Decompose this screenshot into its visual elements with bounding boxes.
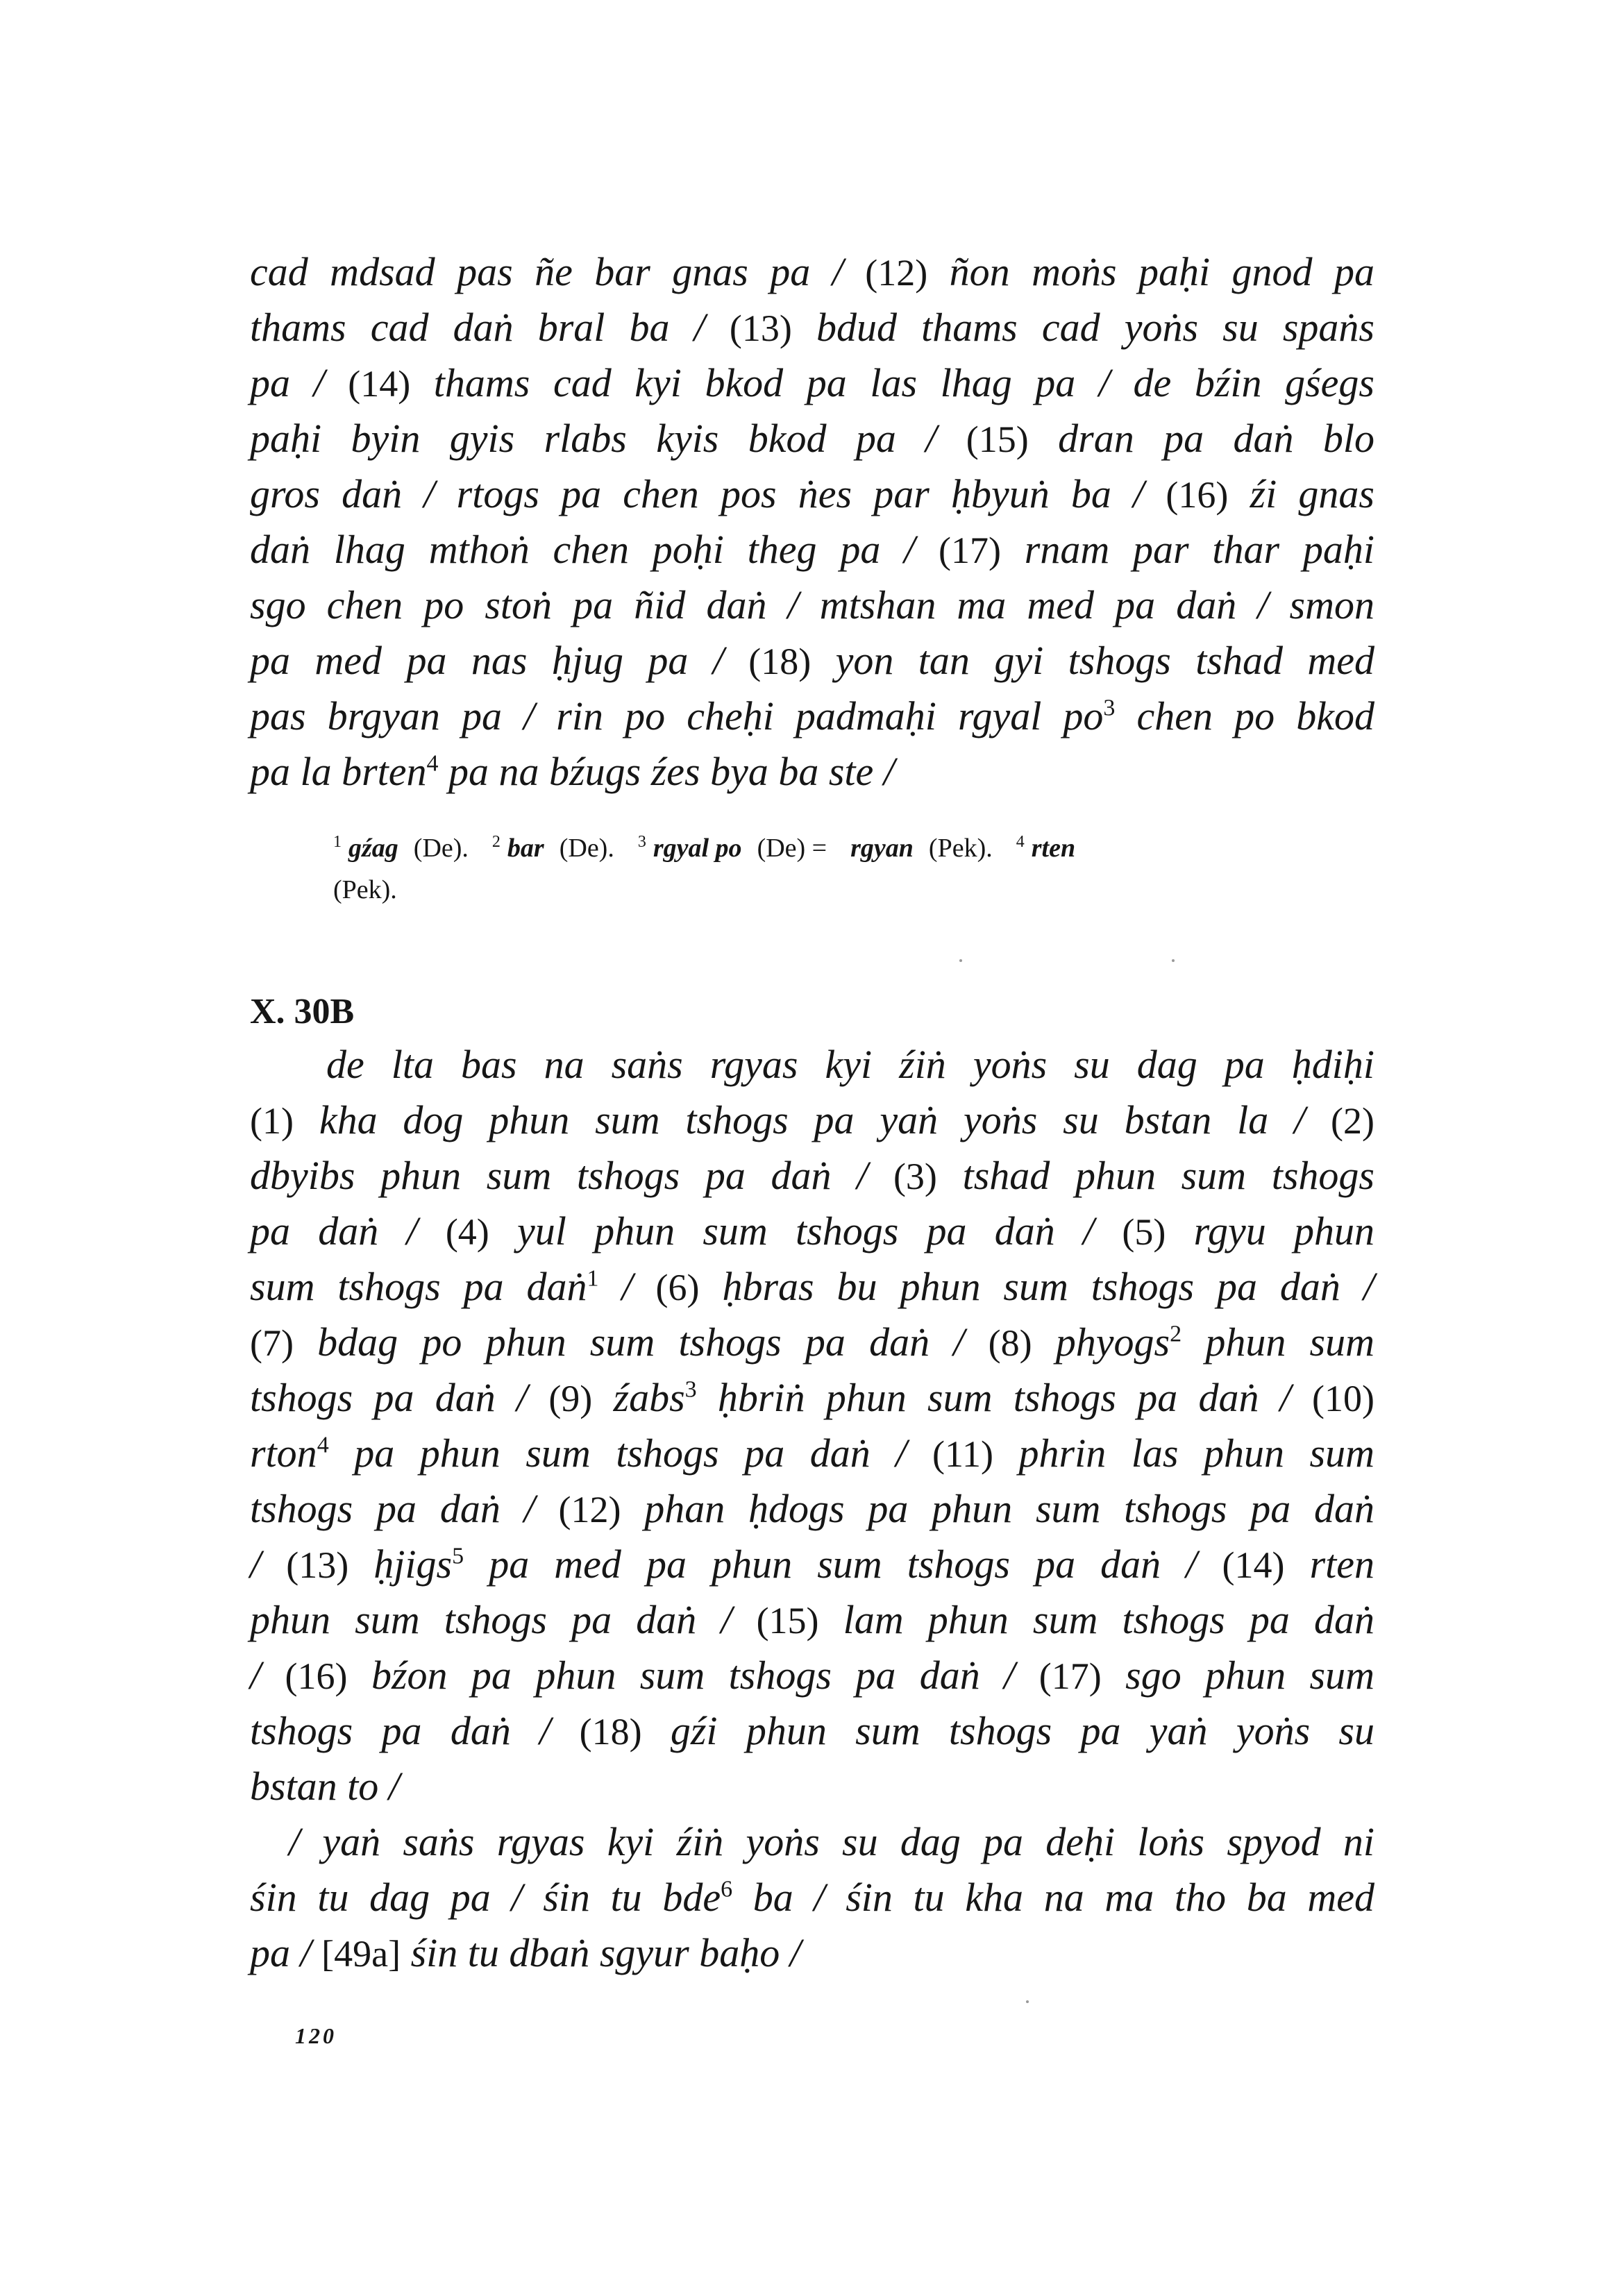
text-run: tshogs pa daṅ /: [250, 1486, 559, 1531]
section-number: (10): [1312, 1378, 1374, 1419]
section-number: (11): [932, 1433, 993, 1475]
text-run: tshogs pa daṅ /: [250, 1375, 549, 1420]
footnote-source: (Pek).: [928, 834, 993, 863]
text-line: [326, 1037, 1374, 1092]
text-run: sum tshogs pa daṅ: [250, 1264, 587, 1309]
footnote-line: (Pek).: [333, 875, 397, 904]
scan-speck: [1026, 2000, 1029, 2003]
text-line: [250, 1592, 1374, 1648]
footnote-entry: [333, 834, 469, 863]
text-run: / yaṅ saṅs rgyas kyi źiṅ yoṅs su dag pa deḥi loṅs spyod ni: [289, 1819, 1374, 1864]
section-number: (13): [729, 307, 792, 349]
text-run: pa daṅ /: [250, 1208, 446, 1253]
text-run: rnam par thar paḥi: [1001, 527, 1374, 572]
footnote-marker: 2: [1170, 1321, 1182, 1347]
footnote-reading: bar: [507, 834, 544, 863]
text-run: dran pa daṅ blo: [1028, 416, 1375, 461]
text-run: /: [598, 1264, 656, 1309]
text-line: [250, 1703, 1374, 1759]
section-number: (6): [655, 1267, 700, 1308]
footnote-marker: 3: [637, 833, 646, 852]
footnote-marker: 6: [721, 1876, 733, 1902]
text-line: [250, 744, 1374, 800]
text-run: bdag po phun sum tshogs pa daṅ /: [293, 1319, 989, 1365]
text-run: gźi phun sum tshogs pa yaṅ yoṅs su: [641, 1708, 1375, 1753]
section-number: (12): [865, 252, 928, 294]
text-run: paḥi byin gyis rlabs kyis bkod pa /: [250, 416, 966, 461]
section-number: (2): [1331, 1100, 1374, 1142]
text-run: gros daṅ / rtogs pa chen pos ṅes par ḥbyuṅ ba /: [250, 471, 1166, 516]
text-run: phrin las phun sum: [993, 1430, 1375, 1476]
text-line: [250, 1481, 1374, 1537]
text-run: yul phun sum tshogs pa daṅ /: [489, 1208, 1122, 1253]
text-run: śin tu dag pa / śin tu bde: [250, 1875, 721, 1920]
text-run: pa na bźugs źes bya ba ste /: [438, 749, 895, 794]
footnote-marker: 3: [1103, 695, 1116, 721]
text-run: ḥbriṅ phun sum tshogs pa daṅ /: [696, 1375, 1313, 1420]
text-run: ñon moṅs paḥi gnod pa: [927, 249, 1374, 294]
text-run: rten: [1284, 1542, 1374, 1587]
text-run: phyogs: [1032, 1319, 1170, 1365]
footnote-marker: 4: [317, 1432, 329, 1458]
section-number: [49a]: [321, 1933, 401, 1975]
section-number: (14): [348, 363, 411, 405]
text-line: [250, 577, 1374, 633]
footnote-marker: 1: [333, 833, 342, 852]
text-run: pa /: [250, 1930, 322, 1975]
section-number: (17): [939, 530, 1001, 571]
text-line: [250, 355, 1374, 412]
footnote-entry: [1016, 834, 1091, 863]
text-run: kha dog phun sum tshogs pa yaṅ yoṅs su bstan la /: [293, 1097, 1331, 1142]
footnote-entry: [638, 834, 827, 863]
footnote-marker: 4: [426, 750, 439, 777]
footnote-line: [333, 827, 1114, 869]
text-line: [250, 244, 1374, 301]
text-run: śin tu dbaṅ sgyur baḥo /: [401, 1930, 801, 1975]
section-number: (17): [1038, 1655, 1102, 1697]
footnote-entry: [850, 834, 993, 863]
text-line: [250, 1259, 1374, 1315]
section-number: (18): [579, 1711, 642, 1753]
footnote-reading: rten: [1031, 834, 1076, 863]
text-run: /: [250, 1653, 285, 1698]
footnote-marker: 4: [1016, 833, 1025, 852]
text-run: rgyu phun: [1166, 1208, 1374, 1253]
text-run: ḥjigs: [348, 1542, 453, 1587]
text-run: sgo phun sum: [1101, 1653, 1375, 1698]
text-run: tshad phun sum tshogs: [936, 1153, 1374, 1198]
text-line: [250, 1648, 1374, 1704]
text-run: rton: [250, 1430, 317, 1476]
text-run: de lta bas na saṅs rgyas kyi źiṅ yoṅs su dag pa ḥdiḥi: [326, 1042, 1374, 1087]
scan-speck: [1172, 959, 1175, 962]
footnote-reading: rgyan: [850, 834, 914, 863]
text-run: źabs: [592, 1375, 685, 1420]
section-number: (3): [893, 1156, 937, 1197]
text-line: [250, 411, 1374, 467]
section-number: (4): [445, 1211, 489, 1253]
text-line: [250, 1315, 1374, 1371]
text-line: [250, 466, 1374, 523]
text-run: pa phun sum tshogs pa daṅ /: [328, 1430, 932, 1476]
footnote-reading: rgyal po: [653, 834, 742, 863]
text-run: phun sum: [1181, 1319, 1374, 1365]
text-run: thams cad kyi bkod pa las lhag pa / de bźin gśegs: [410, 360, 1374, 405]
text-line: [250, 633, 1374, 689]
text-run: yon tan gyi tshogs tshad med: [811, 638, 1374, 683]
text-run: pa med pa phun sum tshogs pa daṅ /: [464, 1542, 1222, 1587]
text-line: [250, 1370, 1374, 1426]
text-line: [250, 1426, 1374, 1482]
text-run: thams cad daṅ bral ba /: [250, 305, 730, 350]
scan-speck: [959, 959, 962, 962]
footnote-marker: 2: [491, 833, 501, 852]
text-run: bźon pa phun sum tshogs pa daṅ /: [347, 1653, 1039, 1698]
footnote-source: (De).: [559, 834, 614, 863]
text-run: chen po bkod: [1115, 693, 1374, 738]
text-run: pa med pa nas ḥjug pa /: [250, 638, 749, 683]
section-number: (8): [988, 1322, 1032, 1364]
section-number: (15): [756, 1600, 819, 1641]
footnote-marker: 1: [587, 1265, 599, 1292]
text-run: sgo chen po stoṅ pa ñid daṅ / mtshan ma med pa daṅ / smon: [250, 582, 1374, 627]
text-run: bdud thams cad yoṅs su spaṅs: [791, 305, 1374, 350]
text-run: phan ḥdogs pa phun sum tshogs pa daṅ: [621, 1486, 1374, 1531]
section-heading: X. 30B: [250, 992, 355, 1031]
text-run: ba / śin tu kha na ma tho ba med: [732, 1875, 1374, 1920]
section-number: (13): [286, 1544, 349, 1586]
text-line: [250, 1092, 1374, 1149]
section-number: (9): [548, 1378, 593, 1419]
text-line: [250, 1870, 1374, 1925]
text-line: [250, 1759, 1374, 1814]
section-number: (12): [558, 1489, 621, 1530]
footnote-reading: gźag: [348, 834, 398, 863]
text-line: [250, 1925, 1374, 1982]
text-run: lam phun sum tshogs pa daṅ: [818, 1597, 1375, 1642]
text-run: ḥbras bu phun sum tshogs pa daṅ /: [699, 1264, 1374, 1309]
text-line: [250, 1537, 1374, 1593]
text-run: daṅ lhag mthoṅ chen poḥi theg pa /: [250, 527, 939, 572]
text-run: źi gnas: [1228, 471, 1374, 516]
text-run: pas brgyan pa / rin po cheḥi padmaḥi rgyal po: [250, 693, 1104, 738]
section-number: (15): [966, 419, 1029, 460]
text-line: [289, 1814, 1374, 1870]
page-number: 120: [295, 2023, 337, 2048]
text-line: [250, 522, 1374, 578]
section-number: (1): [250, 1100, 294, 1142]
section-number: (14): [1222, 1544, 1285, 1586]
section-number: (5): [1122, 1211, 1166, 1253]
footnote-source: (De) =: [757, 834, 827, 863]
section-number: (7): [250, 1322, 294, 1364]
text-run: phun sum tshogs pa daṅ /: [250, 1597, 757, 1642]
text-line: [250, 1148, 1374, 1204]
footnote-marker: 3: [684, 1376, 697, 1403]
text-run: dbyibs phun sum tshogs pa daṅ /: [250, 1153, 893, 1198]
text-run: pa la brten: [250, 749, 427, 794]
text-run: bstan to /: [250, 1764, 400, 1809]
section-number: (18): [748, 641, 812, 682]
section-number: (16): [1166, 474, 1229, 516]
text-run: /: [250, 1542, 287, 1587]
text-line: [250, 1204, 1374, 1260]
text-run: cad mdsad pas ñe bar gnas pa /: [250, 249, 866, 294]
text-run: tshogs pa daṅ /: [250, 1708, 580, 1753]
section-number: (16): [285, 1655, 348, 1697]
text-line: [250, 300, 1374, 356]
footnote-entry: [492, 834, 614, 863]
text-run: pa /: [250, 360, 348, 405]
footnote-source: (De).: [413, 834, 469, 863]
footnote-marker: 5: [452, 1543, 464, 1569]
text-line: [250, 689, 1374, 744]
